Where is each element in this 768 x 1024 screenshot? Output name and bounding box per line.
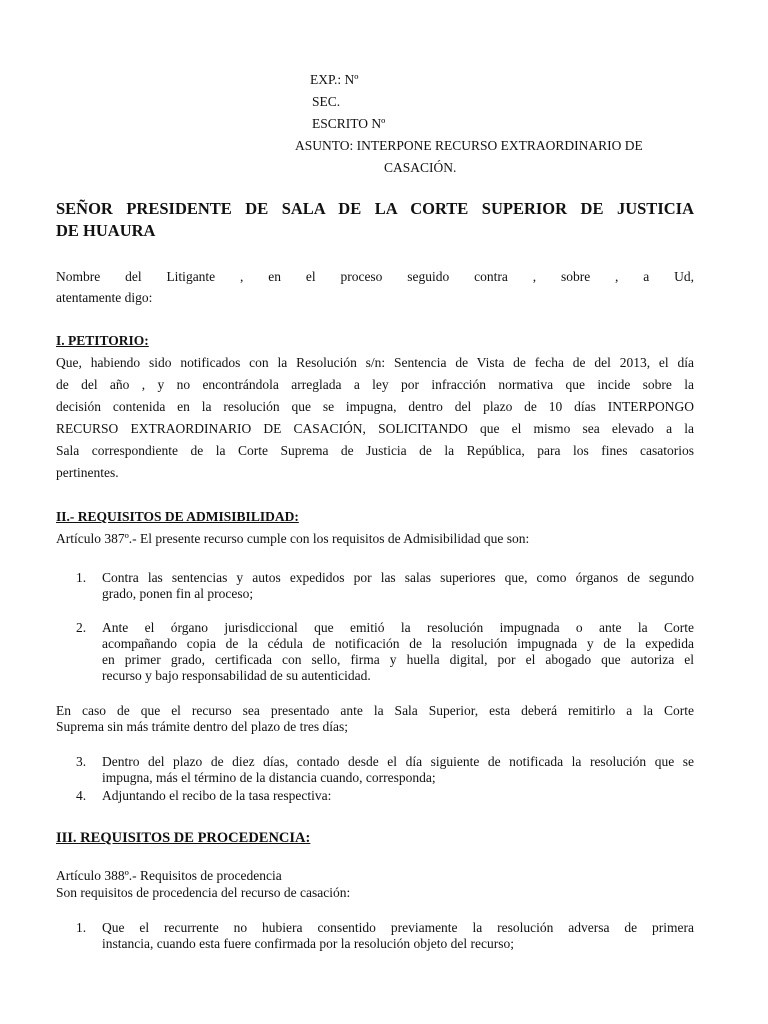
list-item-line: Contra las sentencias y autos expedidos por las salas superiores que, como órganos de segundo <box>102 570 694 585</box>
intro-line-2: atentamente digo: <box>56 290 153 305</box>
procedencia-intro: Son requisitos de procedencia del recurso de casación: <box>56 885 351 900</box>
list-item-line: Ante el órgano jurisdiccional que emitió la resolución impugnada o ante la Corte <box>102 620 694 635</box>
note-line: Suprema sin más trámite dentro del plazo de tres días; <box>56 719 349 734</box>
list-item-line: grado, ponen fin al proceso; <box>102 586 254 601</box>
list-item-line: acompañando copia de la cédula de notificación de la resolución impugnada y de la expedida <box>102 636 694 651</box>
list-number: 4. <box>76 788 87 803</box>
list-number: 2. <box>76 620 87 635</box>
asunto-line-2: CASACIÓN. <box>384 160 457 175</box>
note-line: En caso de que el recurso sea presentado ante la Sala Superior, esta deberá remitirlo a la Corte <box>56 703 694 718</box>
petitorio-line: Que, habiendo sido notificados con la Resolución s/n: Sentencia de Vista de fecha de del 2013, el día <box>56 355 694 370</box>
list-number: 1. <box>76 920 87 935</box>
petitorio-title: I. PETITORIO: <box>56 333 149 348</box>
escrito-number: ESCRITO Nº <box>312 116 386 131</box>
procedencia-title: III. REQUISITOS DE PROCEDENCIA: <box>56 830 311 846</box>
admisibilidad-title: II.- REQUISITOS DE ADMISIBILIDAD: <box>56 509 299 524</box>
addressee-line-2: DE HUAURA <box>56 221 156 240</box>
asunto-line-1: ASUNTO: INTERPONE RECURSO EXTRAORDINARIO DE <box>295 138 643 153</box>
secretario-label: SEC. <box>312 94 341 109</box>
list-item-line: en primer grado, certificada con sello, firma y huella digital, por el abogado que autoriza el <box>102 652 694 667</box>
list-item-line: Dentro del plazo de diez días, contado desde el día siguiente de notificada la resolución que se <box>102 754 694 769</box>
list-item-line: impugna, más el término de la distancia cuando, corresponda; <box>102 770 436 785</box>
list-item-line: instancia, cuando esta fuere confirmada por la resolución objeto del recurso; <box>102 936 514 951</box>
expediente-number: EXP.: Nº <box>310 72 359 87</box>
petitorio-line: Sala correspondiente de la Corte Suprema de Justicia de la República, para los fines casatorios <box>56 443 694 458</box>
petitorio-line: de del año , y no encontrándola arreglada a ley por infracción normativa que incide sobre la <box>56 377 694 392</box>
admisibilidad-article: Artículo 387º.- El presente recurso cumple con los requisitos de Admisibilidad que son: <box>56 531 530 546</box>
list-item-line: Adjuntando el recibo de la tasa respectiva: <box>102 788 332 803</box>
list-number: 1. <box>76 570 87 585</box>
petitorio-line: decisión contenida en la resolución que se impugna, dentro del plazo de 10 días INTERPONGO <box>56 399 694 414</box>
list-number: 3. <box>76 754 87 769</box>
addressee-line-1: SEÑOR PRESIDENTE DE SALA DE LA CORTE SUPERIOR DE JUSTICIA <box>56 199 694 218</box>
list-item-line: Que el recurrente no hubiera consentido previamente la resolución adversa de primera <box>102 920 694 935</box>
procedencia-article: Artículo 388º.- Requisitos de procedencia <box>56 868 282 883</box>
list-item-line: recurso y bajo responsabilidad de su autenticidad. <box>102 668 371 683</box>
intro-line-1: Nombre del Litigante , en el proceso seguido contra , sobre , a Ud, <box>56 269 694 284</box>
petitorio-line: pertinentes. <box>56 465 119 480</box>
petitorio-line: RECURSO EXTRAORDINARIO DE CASACIÓN, SOLICITANDO que el mismo sea elevado a la <box>56 421 694 436</box>
